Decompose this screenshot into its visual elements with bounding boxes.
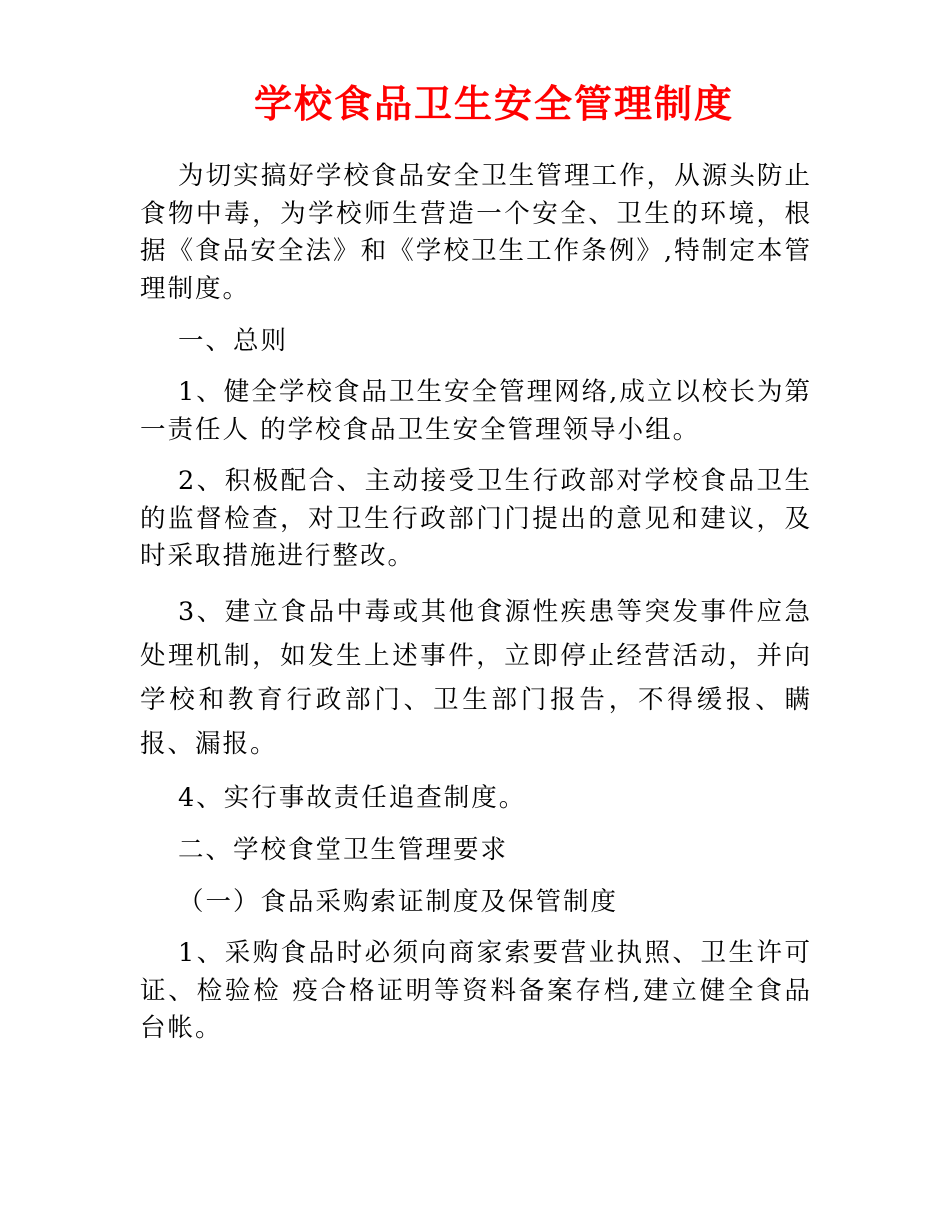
document-title: 学校食品卫生安全管理制度 <box>253 81 734 126</box>
paragraph-item-3: 3、建立食品中毒或其他食源性疾患等突发事件应急处理机制，如发生上述事件，立即停止经营活动，并向学校和教育行政部门、卫生部门报告，不得缓报、瞒报、漏报。 <box>140 596 812 759</box>
intro-paragraph: 为切实搞好学校食品安全卫生管理工作，从源头防止食物中毒，为学校师生营造一个安全、卫生的环境，根据《食品安全法》和《学校卫生工作条例》,特制定本管理制度。 <box>140 161 812 304</box>
section-heading-canteen: 二、学校食堂卫生管理要求 <box>178 835 509 865</box>
section-heading-general: 一、总则 <box>178 326 289 356</box>
paragraph-item-4: 4、实行事故责任追查制度。 <box>178 782 527 813</box>
subsection-heading-procurement: （一）食品采购索证制度及保管制度 <box>178 887 619 917</box>
document-body <box>140 158 812 1062</box>
paragraph-procurement-1: 1、采购食品时必须向商家索要营业执照、卫生许可证、检验检 疫合格证明等资料备案存档,建立健全食品台帐。 <box>140 938 812 1043</box>
paragraph-item-2: 2、积极配合、主动接受卫生行政部对学校食品卫生的监督检查，对卫生行政部门门提出的意见和建议，及时采取措施进行整改。 <box>140 466 812 571</box>
paragraph-item-1: 1、健全学校食品卫生安全管理网络,成立以校长为第一责任人 的学校食品卫生安全管理领导小组。 <box>140 377 812 445</box>
